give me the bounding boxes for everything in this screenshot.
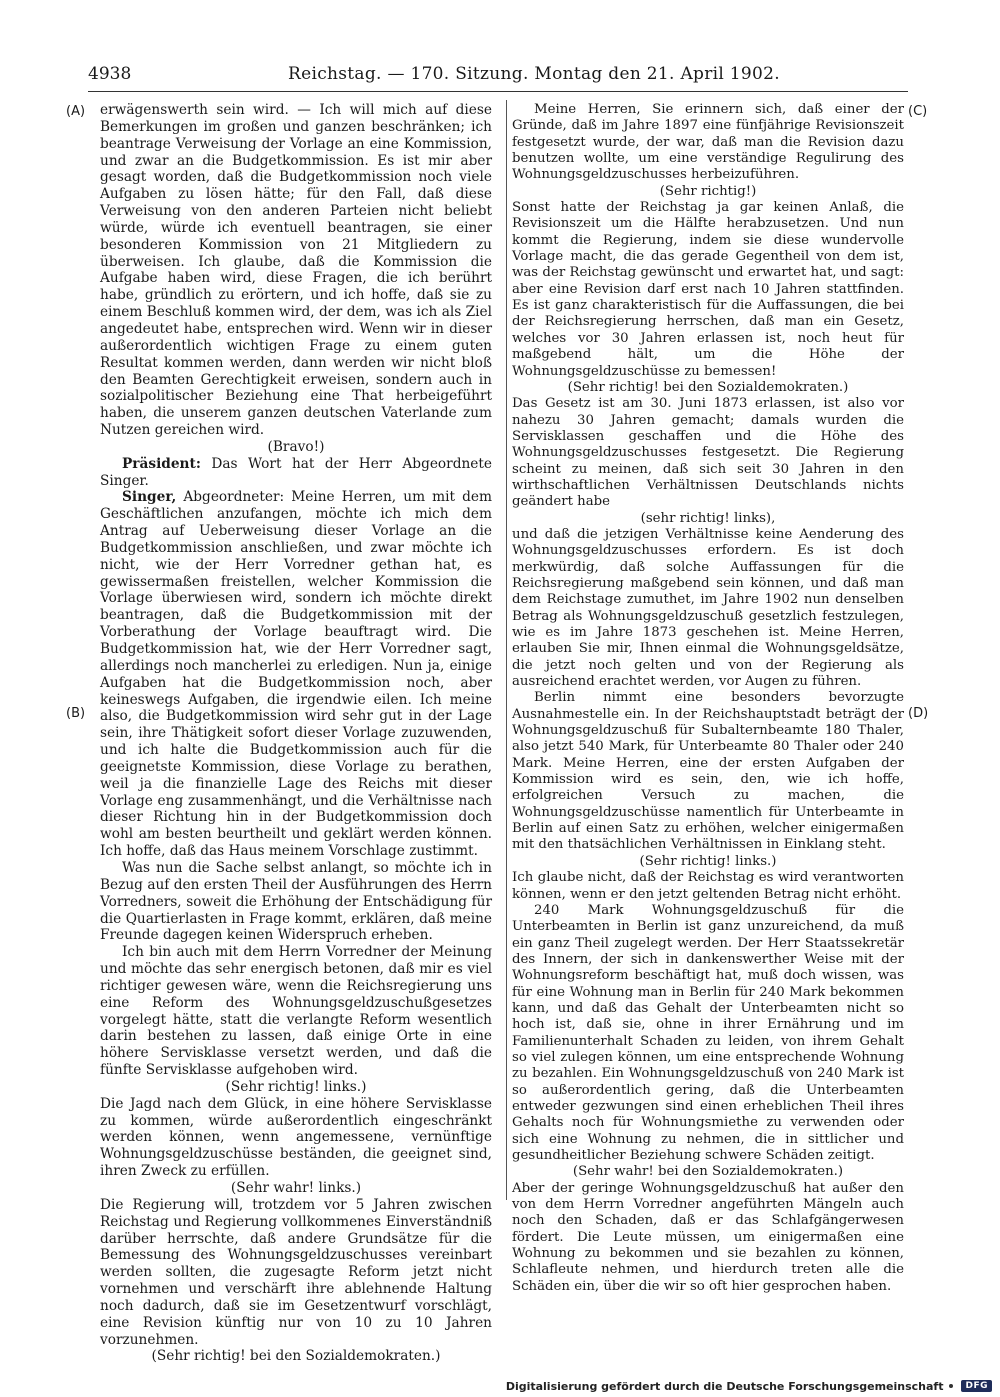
paragraph: Die Jagd nach dem Glück, in eine höhere Servisklasse zu kommen, würde außerordentlich eingeschränkt werden können, wenn angemessene, vernünftige Wohnungsgeldzuschüsse beständen, die geeignet sind, ihren Zweck zu erfüllen. — [100, 1095, 492, 1180]
margin-mark-c: (C) — [908, 104, 928, 119]
paragraph: Das Gesetz ist am 30. Juni 1873 erlassen, ist also vor nahezu 30 Jahren gemacht; damals wurden die Servisklassen geschaffen und die Höhe des Wohnungsgeldzuschusses festgesetzt. Die Regierung scheint zu meinen, daß sich seit 30 Jahren in den wirthschaftlichen Verhältnissen Deutschlands nichts geändert habe — [512, 396, 904, 510]
right-column — [512, 102, 904, 1295]
paragraph: Die Regierung will, trotzdem vor 5 Jahren zwischen Reichstag und Regierung vollkommenes Einverständniß darüber herrschte, daß andere Grundsätze für die Bemessung des Wohnungsgeldzuschusses vereinbart werden sollten, die zugesagte Reform jetzt nicht vornehmen und verschärft ihre ablehnende Haltung noch dadurch, daß sie im Gesetzentwurf vorschlägt, eine Revision künftig nur von 10 zu 10 Jahren vorzunehmen. — [100, 1196, 492, 1348]
interjection: (Sehr richtig! links.) — [225, 1078, 367, 1095]
header-rule — [88, 91, 908, 92]
interjection: (Sehr richtig! bei den Sozialdemokraten.) — [151, 1348, 441, 1365]
margin-mark-b: (B) — [66, 706, 86, 721]
paragraph: Meine Herren, Sie erinnern sich, daß einer der Gründe, daß im Jahre 1897 eine fünfjährige Revisionszeit festgesetzt wurde, der war, daß man die Revision dazu benutzen wollte, um eine verständige Regulirung des Wohnungsgeldzuschusses herbeizuführen. — [512, 102, 904, 183]
interjection: (sehr richtig! links), — [640, 510, 776, 526]
page-number: 4938 — [88, 64, 132, 84]
paragraph: Berlin nimmt eine besonders bevorzugte Ausnahmestelle ein. In der Reichshauptstadt beträgt der Wohnungsgeldzuschuß für Subalternbeamte 180 Thaler, also jetzt 540 Mark, für Unterbeamte 80 Thaler oder 240 Mark. Meine Herren, eine der ersten Aufgaben der Kommission wird es sein, den, wie ich hoffe, erfolgreichen Versuch zu machen, die Wohnungsgeldzuschüsse namentlich für Unterbeamte in Berlin auf einen Satz zu erhöhen, welcher einigermaßen mit den thatsächlichen Verhältnissen in Einklang steht. — [512, 690, 904, 853]
speaker-paragraph — [100, 456, 492, 490]
speaker-name: Singer, — [122, 489, 177, 506]
paragraph: und daß die jetzigen Verhältnisse keine Aenderung des Wohnungsgeldzuschusses erfordern. Es ist doch merkwürdig, daß solche Auffassungen für die Reichsregierung maßgebend sein können, und daß man dem Reichstage zumuthet, im Jahre 1902 nun denselben Betrag als Wohnungsgeldzuschuß gesetzlich festzulegen, wie es im Jahre 1873 geschehen ist. Meine Herren, erlauben Sie mir, Ihnen einmal die Wohnungsgeldsätze, die jetzt noch gelten und von der Regierung als ausreichend erachtet werden, vor Augen zu führen. — [512, 526, 904, 690]
paragraph: Aber der geringe Wohnungsgeldzuschuß hat außer den von dem Herrn Vorredner angeführten Mängeln auch noch den Schaden, daß er das Schlafgängerwesen fördert. Die Leute müssen, um einigermaßen eine Wohnung zu bekommen und sie bezahlen zu können, Schlafleute nehmen, und hierdurch treten alle die Schäden ein, über die wir so oft hier gesprochen haben. — [512, 1180, 904, 1294]
column-divider — [506, 100, 507, 1200]
paragraph: 240 Mark Wohnungsgeldzuschuß für die Unterbeamten in Berlin ist ganz unzureichend, da muß ein ganz Theil zugelegt werden. Der Herr Staatssekretär des Innern, der sich in dankenswerther Weise mit der Wohnungsreform beschäftigt hat, muß doch wissen, was für eine Wohnung man in Berlin für 240 Mark bekommen kann, und daß das Gehalt der Unterbeamten nicht so hoch ist, daß sie, ohne in ihrer Ernährung und im Familienunterhalt Schaden zu leiden, von ihrem Gehalt so viel zulegen können, um eine entsprechende Wohnung zu bezahlen. Ein Wohnungsgeldzuschuß von 240 Mark ist so außerordentlich gering, daß die Unterbeamten entweder gezwungen sind einen erheblichen Theil ihres Gehalts noch für Wohnungsmiethe zu verwenden oder sich eine Wohnung zu nehmen, die in sittlicher und gesundheitlicher Beziehung schwere Schäden zeitigt. — [512, 902, 904, 1163]
interjection: (Sehr richtig! links.) — [639, 853, 777, 869]
interjection: (Sehr richtig! bei den Sozialdemokraten.) — [567, 379, 849, 395]
interjection: (Bravo!) — [267, 438, 325, 455]
paragraph: erwägenswerth sein wird. — Ich will mich auf diese Bemerkungen im großen und ganzen beschränken; ich beantrage Verweisung der Vorlage an eine Kommission, und zwar an die Budgetkommission. Es ist mir aber gesagt worden, daß die Budgetkommission noch viele Aufgaben zu lösen hätte; für den Fall, daß diese Verweisung von den anderen Parteien nicht beliebt würde, würde ich eventuell beantragen, sie einer besonderen Kommission von 21 Mitgliedern zu überweisen. Ich glaube, daß die Kommission die Aufgabe haben wird, diese Fragen, die ich berührt habe, gründlich zu erörtern, und ich hoffe, daß sie zu einem Beschluß kommen wird, der dem, was ich als Ziel angedeutet habe, entsprechen wird. Wenn wir in dieser außerordentlich wichtigen Frage zu einem guten Resultat kommen werden, dann werden wir nicht bloß den Beamten Gerechtigkeit erweisen, sondern auch in sozialpolitischer Beziehung eine That herbeigeführt haben, die unserem ganzen deutschen Vaterlande zum Nutzen gereichen wird. — [100, 102, 492, 439]
paragraph: Ich glaube nicht, daß der Reichstag es wird verantworten können, wenn er den jetzt geltenden Betrag nicht erhöht. — [512, 870, 904, 902]
left-column — [100, 102, 492, 1365]
interjection: (Sehr wahr! bei den Sozialdemokraten.) — [572, 1164, 844, 1180]
speech-text: Das Wort hat der Herr Abgeordnete Singer. — [100, 455, 492, 489]
margin-mark-a: (A) — [66, 104, 86, 119]
dfg-logo: DFG — [961, 1380, 992, 1392]
page-header — [88, 62, 908, 88]
paragraph: Ich bin auch mit dem Herrn Vorredner der Meinung und möchte das sehr energisch betonen, daß mir es viel richtiger gewesen wäre, wenn die Reichsregierung uns eine Reform des Wohnungsgeldzuschußgesetzes vorgelegt hätte, statt die verlangte Reform wesentlich darin bestehen zu lassen, daß einige Orte in eine höhere Servisklasse versetzt werden, und daß die fünfte Servisklasse aufgehoben wird. — [100, 944, 492, 1079]
paragraph: Was nun die Sache selbst anlangt, so möchte ich in Bezug auf den ersten Theil der Ausführungen des Herrn Vorredners, soweit die Erhöhung der Entschädigung für die Quartierlasten in Frage kommt, erklären, daß meine Freunde dagegen keinen Widerspruch erheben. — [100, 859, 492, 944]
interjection: (Sehr wahr! links.) — [230, 1180, 362, 1196]
interjection: (Sehr richtig!) — [659, 183, 757, 199]
speaker-paragraph — [100, 489, 492, 860]
speaker-name: Präsident: — [122, 455, 201, 472]
footer-text: Digitalisierung gefördert durch die Deutsche Forschungsgemeinschaft — [505, 1379, 944, 1393]
speech-text: Abgeordneter: Meine Herren, um mit dem Geschäftlichen anzufangen, möchte ich mich dem Antrag auf Ueberweisung dieser Vorlage an die Budgetkommission anschließen, und zwar möchte ich nicht, wie der Herr Vorredner gethan hat, es gewissermaßen freistellen, welcher Kommission die Vorlage überwiesen wird, sondern ich möchte direkt beantragen, daß die Budgetkommission mit der Vorberathung der Vorlage beauftragt wird. Die Budgetkommission hat, wie der Herr Vorredner sagt, allerdings noch mancherlei zu erledigen. Nun ja, einige Aufgaben hat die Budgetkommission noch, aber keineswegs Aufgaben, die irgendwie eilen. Ich meine also, die Budgetkommission wird sehr gut in der Lage sein, ihre Thätigkeit sofort dieser Vorlage zuzuwenden, und ich halte die Budgetkommission auch für die geeignetste Kommission, diese Vorlage zu berathen, weil ja die finanzielle Lage des Reichs mit dieser Vorlage eng zusammenhängt, und die Verhältnisse nach dieser Richtung hin in der Budgetkommission doch wohl am besten beurtheilt und geklärt werden können. Ich hoffe, daß das Haus meinem Vorschlage zustimmt. — [100, 489, 492, 860]
footer — [506, 1378, 992, 1394]
paragraph: Sonst hatte der Reichstag ja gar keinen Anlaß, die Revisionszeit um die Hälfte herabzusetzen. Und nun kommt die Regierung, indem sie diese wundervolle Vorlage macht, die das gerade Gegentheil von dem ist, was der Reichstag gewünscht und erwartet hat, und sagt: aber eine Revision darf erst nach 10 Jahren stattfinden. Es ist ganz charakteristisch für die Auffassungen, die bei der Reichsregierung herrschen, daß man ein Gesetz, welches vor 30 Jahren erlassen ist, noch heut für maßgebend hält, um die Höhe der Wohnungsgeldzuschüsse zu bemessen! — [512, 200, 904, 379]
running-title: Reichstag. — 170. Sitzung. Montag den 21. April 1902. — [288, 64, 780, 84]
margin-mark-d: (D) — [908, 706, 929, 721]
bullet-icon — [949, 1384, 953, 1388]
